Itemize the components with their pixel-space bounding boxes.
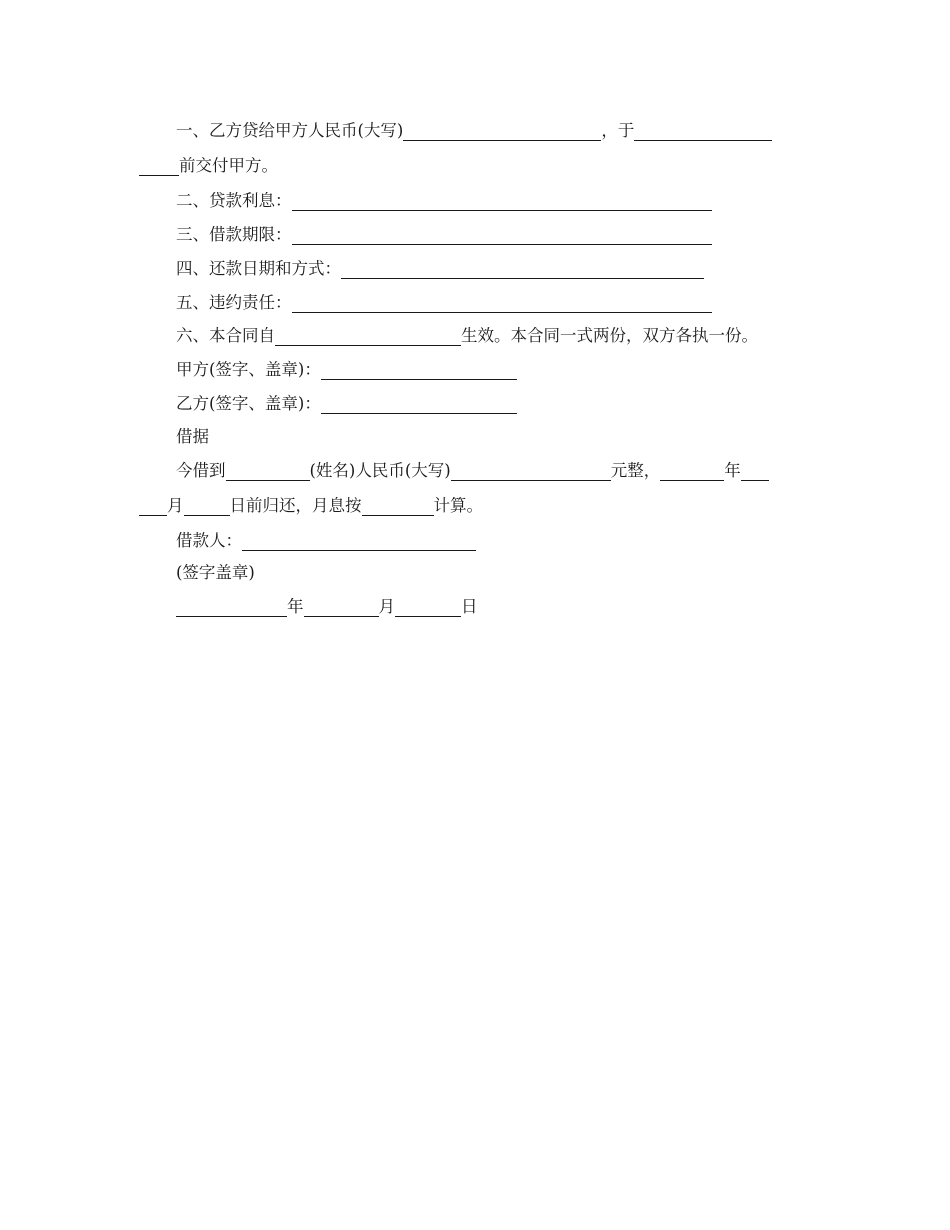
receipt-amount-blank[interactable] [451,463,611,481]
party-a-blank[interactable] [321,362,517,380]
receipt-text-7: 计算。 [433,496,483,515]
date-year-blank[interactable] [176,599,287,617]
receipt-text-2: (姓名)人民币(大写) [309,461,451,480]
clause-1-text-a: 一、乙方贷给甲方人民币(大写) [176,121,404,140]
effective-date-blank[interactable] [275,328,461,346]
party-a-signature [176,360,517,380]
sign-note: (签字盖章) [176,563,255,582]
date-month-label: 月 [378,597,395,616]
borrower-line [176,531,476,551]
clause-6 [176,326,758,346]
clause-6-text-b: 生效。本合同一式两份，双方各执一份。 [461,326,758,345]
return-month-blank-cont[interactable] [139,498,167,516]
receipt-line-1 [176,461,769,481]
sign-note-line [176,563,255,583]
party-b-blank[interactable] [321,396,517,414]
clause-5 [176,293,712,313]
receipt-line-2 [139,496,483,516]
receipt-title-text: 借据 [176,427,209,446]
party-a-label: 甲方(签字、盖章)： [176,360,321,379]
party-b-signature [176,394,517,414]
amount-blank[interactable] [403,123,601,141]
liability-blank[interactable] [292,295,712,313]
receipt-text-3: 元整， [610,461,661,480]
receipt-title [176,427,209,447]
repayment-blank[interactable] [341,261,704,279]
return-day-blank[interactable] [184,498,230,516]
delivery-date-blank-cont[interactable] [139,158,179,176]
receipt-text-4: 年 [724,461,741,480]
receipt-text-6: 日前归还，月息按 [229,496,362,515]
party-b-label: 乙方(签字、盖章)： [176,394,321,413]
receipt-text-1: 今借到 [176,461,226,480]
clause-2 [176,191,712,211]
clause-1-text-c: 前交付甲方。 [179,156,278,175]
borrower-label: 借款人： [176,531,242,550]
borrower-blank[interactable] [242,533,476,551]
clause-3 [176,225,712,245]
lender-name-blank[interactable] [226,463,310,481]
clause-3-label: 三、借款期限： [176,225,292,244]
interest-rate-blank[interactable] [362,498,434,516]
clause-1-line-1 [176,121,772,141]
clause-4 [176,259,704,279]
date-day-label: 日 [461,597,478,616]
interest-blank[interactable] [292,193,712,211]
clause-5-label: 五、违约责任： [176,293,292,312]
return-month-blank[interactable] [741,463,769,481]
clause-2-label: 二、贷款利息： [176,191,292,210]
return-year-blank[interactable] [660,463,724,481]
date-year-label: 年 [287,597,304,616]
clause-4-label: 四、还款日期和方式： [176,259,341,278]
clause-1-line-2 [139,156,278,176]
delivery-date-blank[interactable] [634,123,772,141]
date-day-blank[interactable] [395,599,461,617]
clause-6-text-a: 六、本合同自 [176,326,275,345]
clause-1-text-b: ，于 [601,121,635,140]
receipt-text-5: 月 [167,496,184,515]
receipt-date-line [176,597,478,617]
date-month-blank[interactable] [304,599,379,617]
term-blank[interactable] [292,227,712,245]
